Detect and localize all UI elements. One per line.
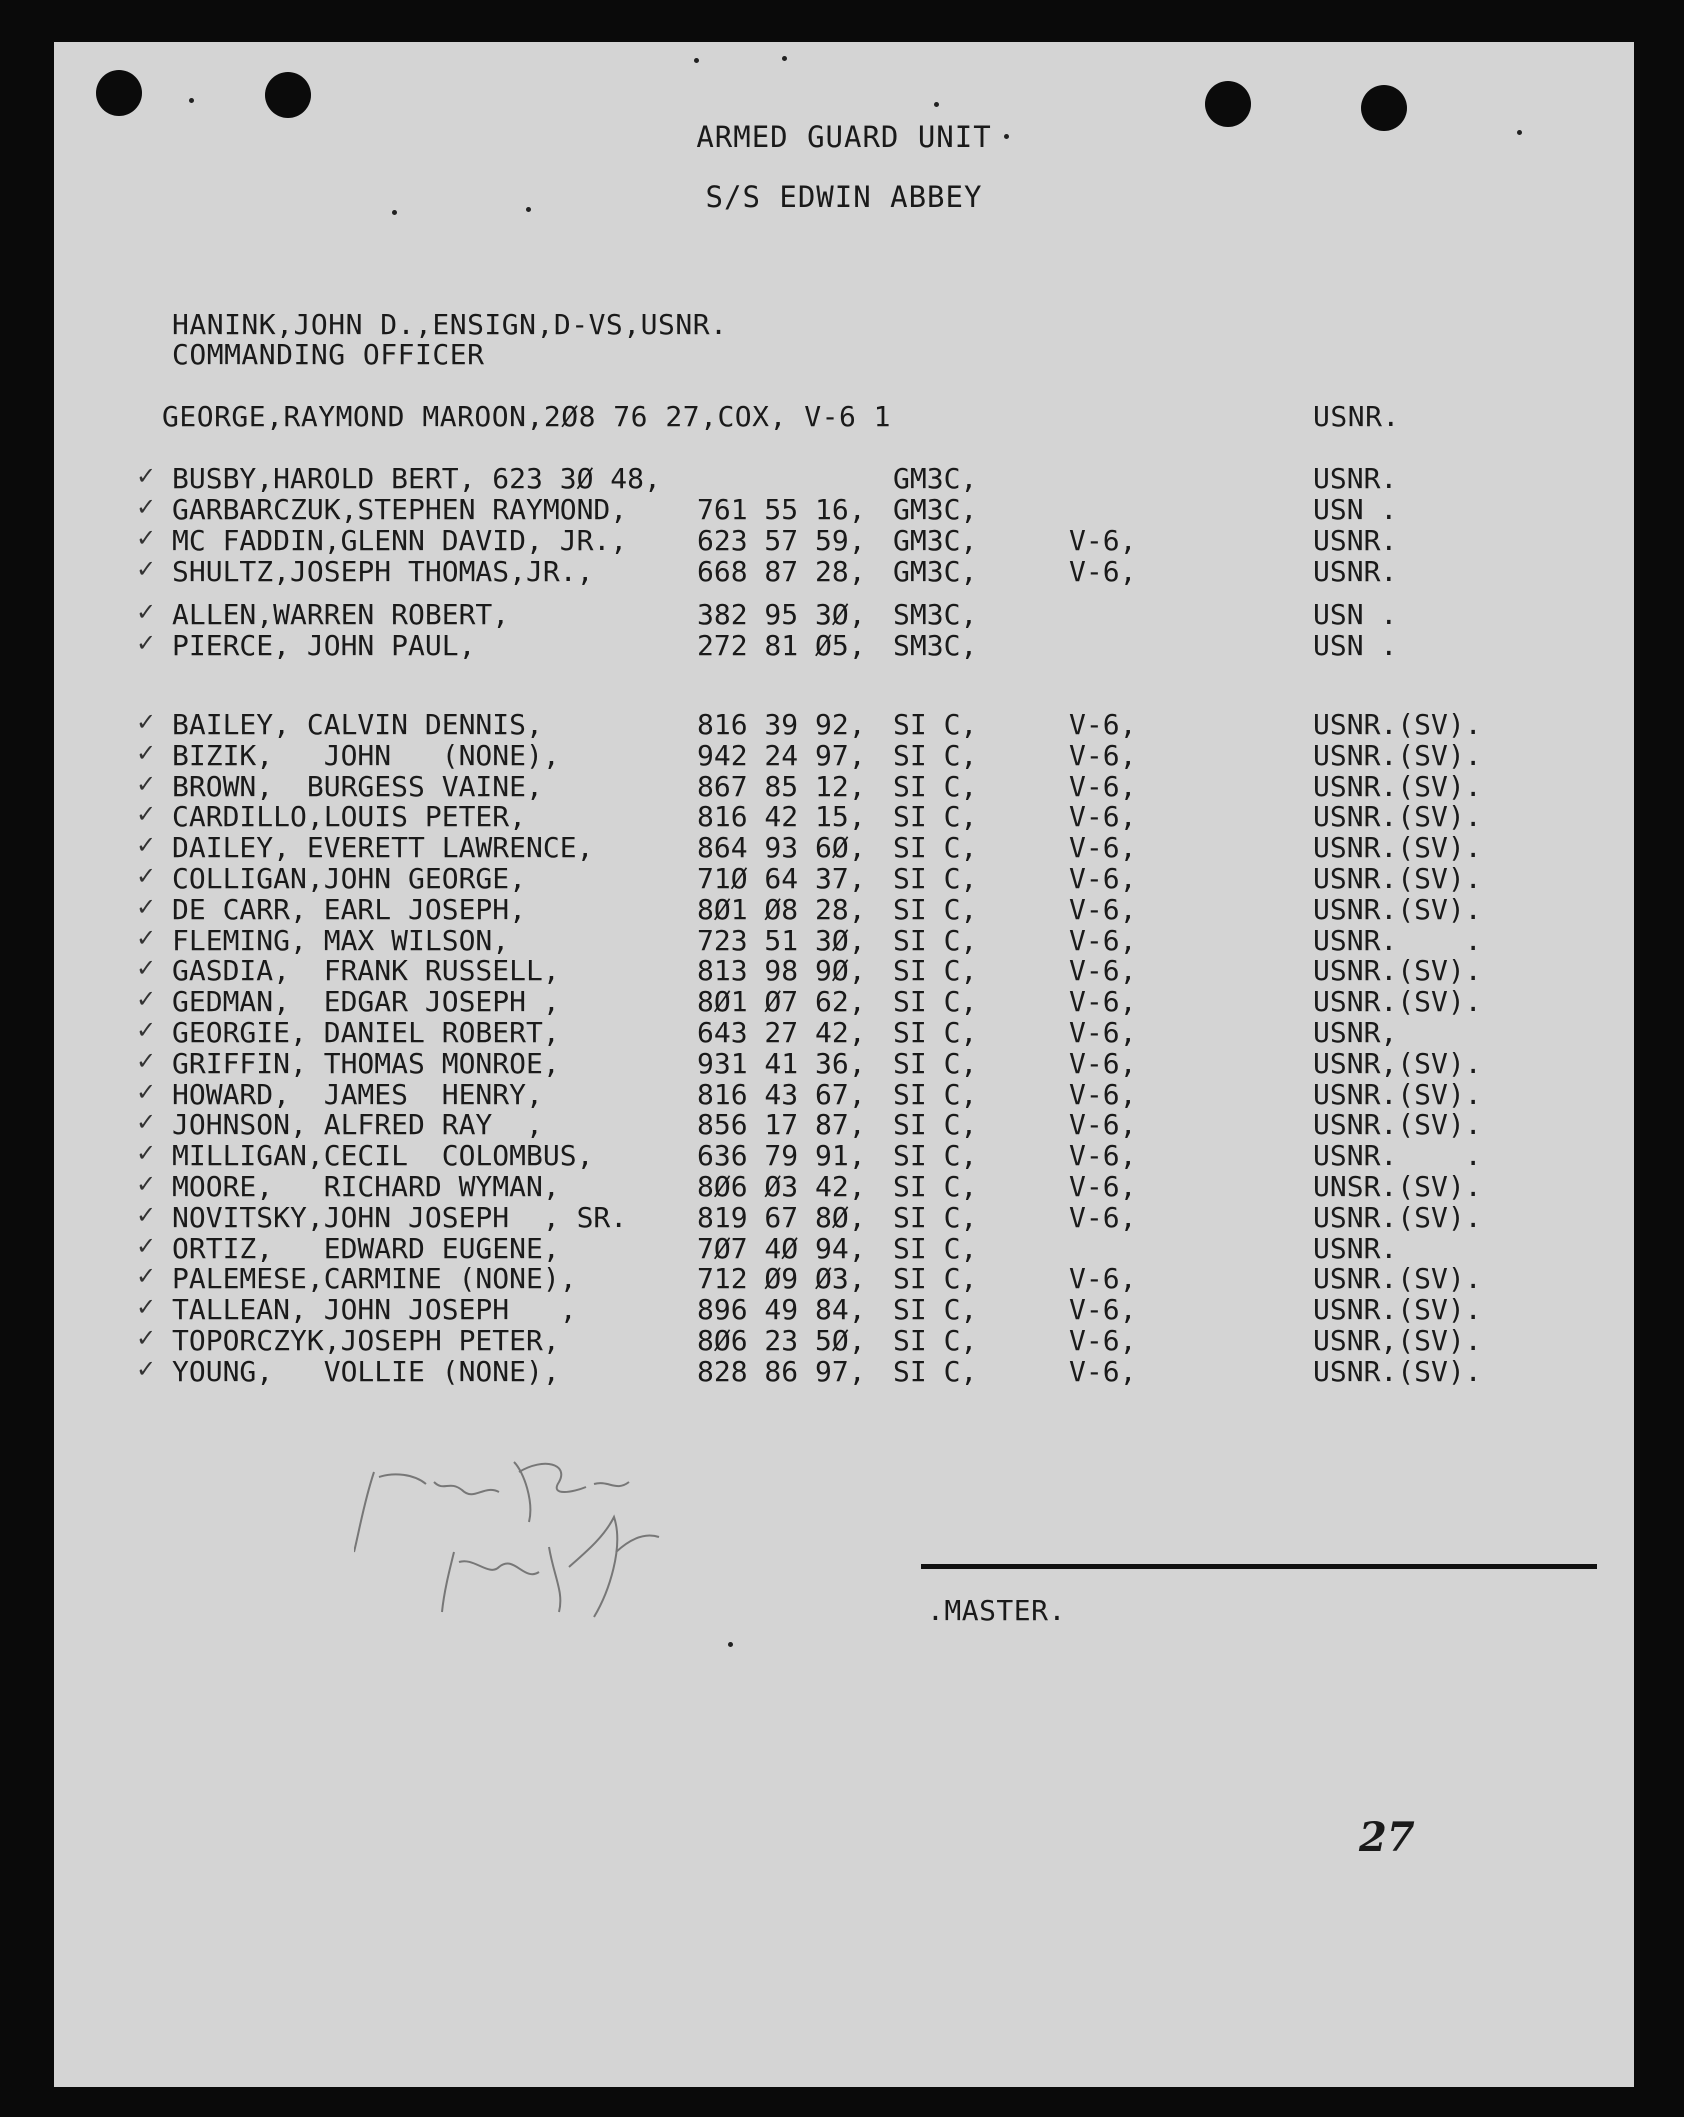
roster-row bbox=[54, 831, 1634, 865]
check-mark: ✓ bbox=[136, 985, 157, 1014]
roster-service-no: 643 27 42, bbox=[697, 1016, 866, 1049]
roster-name: GASDIA, FRANK RUSSELL, bbox=[172, 954, 560, 988]
roster-branch: USNR.(SV). bbox=[1313, 954, 1482, 988]
check-mark: ✓ bbox=[136, 1108, 157, 1137]
roster-class: V-6, bbox=[1069, 1354, 1137, 1388]
cox-branch: USNR. bbox=[1313, 400, 1400, 433]
roster-class: V-6, bbox=[1069, 954, 1137, 988]
roster-branch: USNR. bbox=[1313, 462, 1398, 495]
roster-name: COLLIGAN,JOHN GEORGE, bbox=[172, 862, 527, 895]
ship-heading: S/S EDWIN ABBEY bbox=[705, 180, 983, 214]
roster-branch: USNR, bbox=[1313, 1016, 1398, 1049]
roster-branch: USNR.(SV). bbox=[1313, 1293, 1482, 1327]
roster-class: V-6, bbox=[1069, 708, 1137, 741]
roster-row bbox=[54, 985, 1634, 1019]
roster-row bbox=[54, 1047, 1634, 1078]
roster-class: V-6, bbox=[1069, 923, 1137, 957]
roster-rate: GM3C, bbox=[893, 493, 978, 526]
roster-class: V-6, bbox=[1069, 1016, 1137, 1049]
roster-name: NOVITSKY,JOHN JOSEPH , SR. bbox=[172, 1200, 628, 1234]
roster-branch: USNR.(SV). bbox=[1313, 1108, 1482, 1142]
roster-service-no: 813 98 9Ø, bbox=[697, 954, 866, 988]
roster-rate: SI C, bbox=[893, 1324, 978, 1357]
roster-service-no: 272 81 Ø5, bbox=[697, 629, 866, 662]
roster-name: ORTIZ, EDWARD EUGENE, bbox=[172, 1231, 560, 1265]
roster-name: TALLEAN, JOHN JOSEPH , bbox=[172, 1293, 577, 1327]
roster-rate: SI C, bbox=[893, 1354, 978, 1388]
roster-name: GEORGIE, DANIEL ROBERT, bbox=[172, 1016, 560, 1049]
roster-service-no: 382 95 3Ø, bbox=[697, 598, 866, 631]
roster-service-no: 867 85 12, bbox=[697, 769, 866, 803]
roster-name: HOWARD, JAMES HENRY, bbox=[172, 1077, 543, 1111]
roster-rate: GM3C, bbox=[893, 555, 978, 588]
roster-branch: USNR.(SV). bbox=[1313, 1262, 1482, 1296]
roster-class: V-6, bbox=[1069, 555, 1137, 588]
punch-hole bbox=[96, 70, 142, 116]
roster-service-no: 931 41 36, bbox=[697, 1046, 866, 1080]
check-mark: ✓ bbox=[136, 862, 157, 890]
roster-branch: USNR.(SV). bbox=[1313, 738, 1482, 772]
roster-row bbox=[54, 954, 1634, 988]
roster-service-no: 819 67 8Ø, bbox=[697, 1200, 866, 1234]
roster-name: GARBARCZUK,STEPHEN RAYMOND, bbox=[172, 493, 628, 526]
roster-branch: USN . bbox=[1313, 629, 1398, 662]
roster-row bbox=[54, 1170, 1634, 1201]
roster-class: V-6, bbox=[1069, 892, 1137, 926]
roster-name: DAILEY, EVERETT LAWRENCE, bbox=[172, 831, 594, 865]
check-mark: ✓ bbox=[136, 1016, 157, 1044]
roster-row bbox=[54, 1108, 1634, 1142]
roster-service-no: 816 43 67, bbox=[697, 1077, 866, 1111]
document-page bbox=[54, 42, 1634, 2087]
roster-service-no: 828 86 97, bbox=[697, 1354, 866, 1388]
roster-name: MILLIGAN,CECIL COLOMBUS, bbox=[172, 1139, 594, 1173]
check-mark: ✓ bbox=[136, 1262, 157, 1291]
check-mark: ✓ bbox=[136, 954, 157, 983]
roster-service-no: 856 17 87, bbox=[697, 1108, 866, 1142]
roster-name: CARDILLO,LOUIS PETER, bbox=[172, 800, 527, 834]
check-mark: ✓ bbox=[136, 738, 157, 767]
check-mark: ✓ bbox=[136, 524, 157, 552]
roster-branch: USNR. bbox=[1313, 524, 1398, 557]
roster-branch: UNSR.(SV). bbox=[1313, 1170, 1482, 1203]
roster-class: V-6, bbox=[1069, 1170, 1137, 1203]
roster-name: BROWN, BURGESS VAINE, bbox=[172, 769, 543, 803]
roster-row bbox=[54, 1324, 1634, 1355]
roster-class: V-6, bbox=[1069, 1200, 1137, 1234]
check-mark: ✓ bbox=[136, 1170, 157, 1198]
roster-rate: SM3C, bbox=[893, 629, 978, 662]
roster-class: V-6, bbox=[1069, 1108, 1137, 1142]
roster-rate: SI C, bbox=[893, 862, 978, 895]
roster-name: GRIFFIN, THOMAS MONROE, bbox=[172, 1046, 560, 1080]
roster-branch: USNR.(SV). bbox=[1313, 1200, 1482, 1234]
ink-speck bbox=[934, 102, 939, 107]
roster-rate: SI C, bbox=[893, 1231, 978, 1265]
roster-service-no: 896 49 84, bbox=[697, 1293, 866, 1327]
roster-class: V-6, bbox=[1069, 831, 1137, 865]
roster-name: SHULTZ,JOSEPH THOMAS,JR., bbox=[172, 555, 594, 588]
roster-rate: SI C, bbox=[893, 708, 978, 741]
roster-row bbox=[54, 800, 1634, 834]
roster-service-no: 712 Ø9 Ø3, bbox=[697, 1262, 866, 1296]
roster-branch: USNR.(SV). bbox=[1313, 862, 1482, 895]
roster-service-no: 816 39 92, bbox=[697, 708, 866, 741]
roster-row bbox=[54, 770, 1634, 801]
commanding-officer-title: COMMANDING OFFICER bbox=[172, 338, 485, 371]
roster-rate: GM3C, bbox=[893, 462, 978, 495]
check-mark: ✓ bbox=[136, 1200, 157, 1229]
roster-branch: USNR.(SV). bbox=[1313, 1077, 1482, 1111]
roster-name: MOORE, RICHARD WYMAN, bbox=[172, 1170, 560, 1203]
roster-branch: USNR.(SV). bbox=[1313, 1354, 1482, 1388]
roster-service-no: 623 57 59, bbox=[697, 524, 866, 557]
check-mark: ✓ bbox=[136, 1077, 157, 1106]
check-mark: ✓ bbox=[136, 629, 157, 657]
roster-rate: SI C, bbox=[893, 1046, 978, 1080]
roster-service-no: 636 79 91, bbox=[697, 1139, 866, 1173]
roster-service-no: 761 55 16, bbox=[697, 493, 866, 526]
roster-rate: SI C, bbox=[893, 1200, 978, 1234]
roster-row bbox=[54, 893, 1634, 924]
roster-name: BUSBY,HAROLD BERT, 623 3Ø 48, bbox=[172, 462, 661, 495]
roster-branch: USNR,(SV). bbox=[1313, 1046, 1482, 1080]
roster-row bbox=[54, 1201, 1634, 1232]
roster-row bbox=[54, 1078, 1634, 1109]
roster-service-no: 7Ø7 4Ø 94, bbox=[697, 1231, 866, 1265]
roster-branch: USN . bbox=[1313, 493, 1398, 526]
commanding-officer-name: HANINK,JOHN D.,ENSIGN,D-VS,USNR. bbox=[172, 308, 728, 341]
roster-row bbox=[54, 1293, 1634, 1327]
check-mark: ✓ bbox=[136, 1046, 157, 1075]
roster-rate: SI C, bbox=[893, 831, 978, 865]
roster-service-no: 864 93 6Ø, bbox=[697, 831, 866, 865]
check-mark: ✓ bbox=[136, 462, 157, 490]
check-mark: ✓ bbox=[136, 1139, 157, 1168]
roster-row bbox=[54, 1232, 1634, 1263]
roster-name: PIERCE, JOHN PAUL, bbox=[172, 629, 476, 662]
roster-rate: SI C, bbox=[893, 954, 978, 988]
roster-service-no: 668 87 28, bbox=[697, 555, 866, 588]
roster-rate: SI C, bbox=[893, 1016, 978, 1049]
roster-branch: USN . bbox=[1313, 598, 1398, 631]
roster-service-no: 942 24 97, bbox=[697, 738, 866, 772]
roster-service-no: 8Ø6 23 5Ø, bbox=[697, 1324, 866, 1357]
roster-name: ALLEN,WARREN ROBERT, bbox=[172, 598, 510, 631]
roster-class: V-6, bbox=[1069, 1293, 1137, 1327]
roster-rate: SI C, bbox=[893, 738, 978, 772]
check-mark: ✓ bbox=[136, 598, 157, 626]
roster-class: V-6, bbox=[1069, 862, 1137, 895]
roster-rate: SI C, bbox=[893, 1170, 978, 1203]
roster-row bbox=[54, 462, 1634, 493]
roster-row bbox=[54, 862, 1634, 893]
check-mark: ✓ bbox=[136, 1231, 157, 1260]
roster-row bbox=[54, 708, 1634, 739]
roster-service-no: 8Ø1 Ø8 28, bbox=[697, 892, 866, 926]
roster-row bbox=[54, 739, 1634, 770]
roster-service-no: 8Ø6 Ø3 42, bbox=[697, 1170, 866, 1203]
roster-name: YOUNG, VOLLIE (NONE), bbox=[172, 1354, 560, 1388]
roster-class: V-6, bbox=[1069, 769, 1137, 803]
roster-branch: USNR.(SV). bbox=[1313, 985, 1482, 1019]
roster-class: V-6, bbox=[1069, 800, 1137, 834]
roster-row bbox=[54, 493, 1634, 524]
roster-rate: SI C, bbox=[893, 769, 978, 803]
roster-service-no: 816 42 15, bbox=[697, 800, 866, 834]
roster-row bbox=[54, 598, 1634, 629]
check-mark: ✓ bbox=[136, 493, 157, 521]
page-number: 27 bbox=[1359, 1814, 1415, 1861]
roster-service-no: 8Ø1 Ø7 62, bbox=[697, 985, 866, 1019]
ink-speck bbox=[189, 98, 194, 103]
roster-branch: USNR.(SV). bbox=[1313, 800, 1482, 834]
punch-hole bbox=[265, 72, 311, 118]
check-mark: ✓ bbox=[136, 555, 157, 583]
unit-heading: ARMED GUARD UNIT bbox=[696, 120, 992, 154]
roster-name: FLEMING, MAX WILSON, bbox=[172, 923, 510, 957]
roster-class: V-6, bbox=[1069, 738, 1137, 772]
roster-rate: SI C, bbox=[893, 800, 978, 834]
roster-class: V-6, bbox=[1069, 1046, 1137, 1080]
check-mark: ✓ bbox=[136, 800, 157, 829]
roster-row bbox=[54, 629, 1634, 660]
roster-service-no: 71Ø 64 37, bbox=[697, 862, 866, 895]
roster-rate: SI C, bbox=[893, 892, 978, 926]
roster-class: V-6, bbox=[1069, 1077, 1137, 1111]
roster-row bbox=[54, 1262, 1634, 1296]
roster-row bbox=[54, 1016, 1634, 1047]
roster-branch: USNR.(SV). bbox=[1313, 708, 1482, 741]
master-label: .MASTER. bbox=[927, 1594, 1066, 1627]
cox-line: GEORGE,RAYMOND MAROON,2Ø8 76 27,COX, V-6 1 bbox=[162, 400, 892, 433]
roster-branch: USNR. . bbox=[1313, 1139, 1482, 1173]
roster-class: V-6, bbox=[1069, 1324, 1137, 1357]
roster-rate: SI C, bbox=[893, 985, 978, 1019]
roster-name: PALEMESE,CARMINE (NONE), bbox=[172, 1262, 577, 1296]
roster-row bbox=[54, 555, 1634, 586]
roster-branch: USNR,(SV). bbox=[1313, 1324, 1482, 1357]
roster-rate: SI C, bbox=[893, 1293, 978, 1327]
roster-name: BIZIK, JOHN (NONE), bbox=[172, 738, 560, 772]
check-mark: ✓ bbox=[136, 1324, 157, 1352]
roster-class: V-6, bbox=[1069, 1262, 1137, 1296]
handwritten-signature bbox=[354, 1442, 814, 1642]
roster-branch: USNR.(SV). bbox=[1313, 831, 1482, 865]
roster-rate: SI C, bbox=[893, 1139, 978, 1173]
roster-rate: SM3C, bbox=[893, 598, 978, 631]
ink-speck bbox=[694, 58, 699, 63]
roster-branch: USNR. bbox=[1313, 1231, 1398, 1265]
roster-rate: SI C, bbox=[893, 1108, 978, 1142]
roster-service-no: 723 51 3Ø, bbox=[697, 923, 866, 957]
roster-row bbox=[54, 1355, 1634, 1386]
check-mark: ✓ bbox=[136, 708, 157, 736]
roster-branch: USNR. . bbox=[1313, 923, 1482, 957]
master-signature-line bbox=[921, 1564, 1597, 1569]
check-mark: ✓ bbox=[136, 923, 157, 952]
roster-name: JOHNSON, ALFRED RAY , bbox=[172, 1108, 543, 1142]
roster-rate: SI C, bbox=[893, 923, 978, 957]
roster-name: TOPORCZYK,JOSEPH PETER, bbox=[172, 1324, 560, 1357]
check-mark: ✓ bbox=[136, 769, 157, 798]
roster-branch: USNR. bbox=[1313, 555, 1398, 588]
roster-name: MC FADDIN,GLENN DAVID, JR., bbox=[172, 524, 628, 557]
roster-class: V-6, bbox=[1069, 1139, 1137, 1173]
roster-name: GEDMAN, EDGAR JOSEPH , bbox=[172, 985, 560, 1019]
roster-class: V-6, bbox=[1069, 985, 1137, 1019]
ink-speck bbox=[728, 1642, 733, 1647]
roster-row bbox=[54, 924, 1634, 955]
ink-speck bbox=[782, 56, 787, 61]
check-mark: ✓ bbox=[136, 1354, 157, 1383]
roster-branch: USNR.(SV). bbox=[1313, 769, 1482, 803]
roster-name: BAILEY, CALVIN DENNIS, bbox=[172, 708, 543, 741]
roster-rate: SI C, bbox=[893, 1262, 978, 1296]
check-mark: ✓ bbox=[136, 892, 157, 921]
roster-rate: SI C, bbox=[893, 1077, 978, 1111]
check-mark: ✓ bbox=[136, 831, 157, 860]
check-mark: ✓ bbox=[136, 1293, 157, 1322]
roster-row bbox=[54, 524, 1634, 555]
roster-rate: GM3C, bbox=[893, 524, 978, 557]
roster-name: DE CARR, EARL JOSEPH, bbox=[172, 892, 527, 926]
roster-branch: USNR.(SV). bbox=[1313, 892, 1482, 926]
roster-row bbox=[54, 1139, 1634, 1173]
roster-class: V-6, bbox=[1069, 524, 1137, 557]
